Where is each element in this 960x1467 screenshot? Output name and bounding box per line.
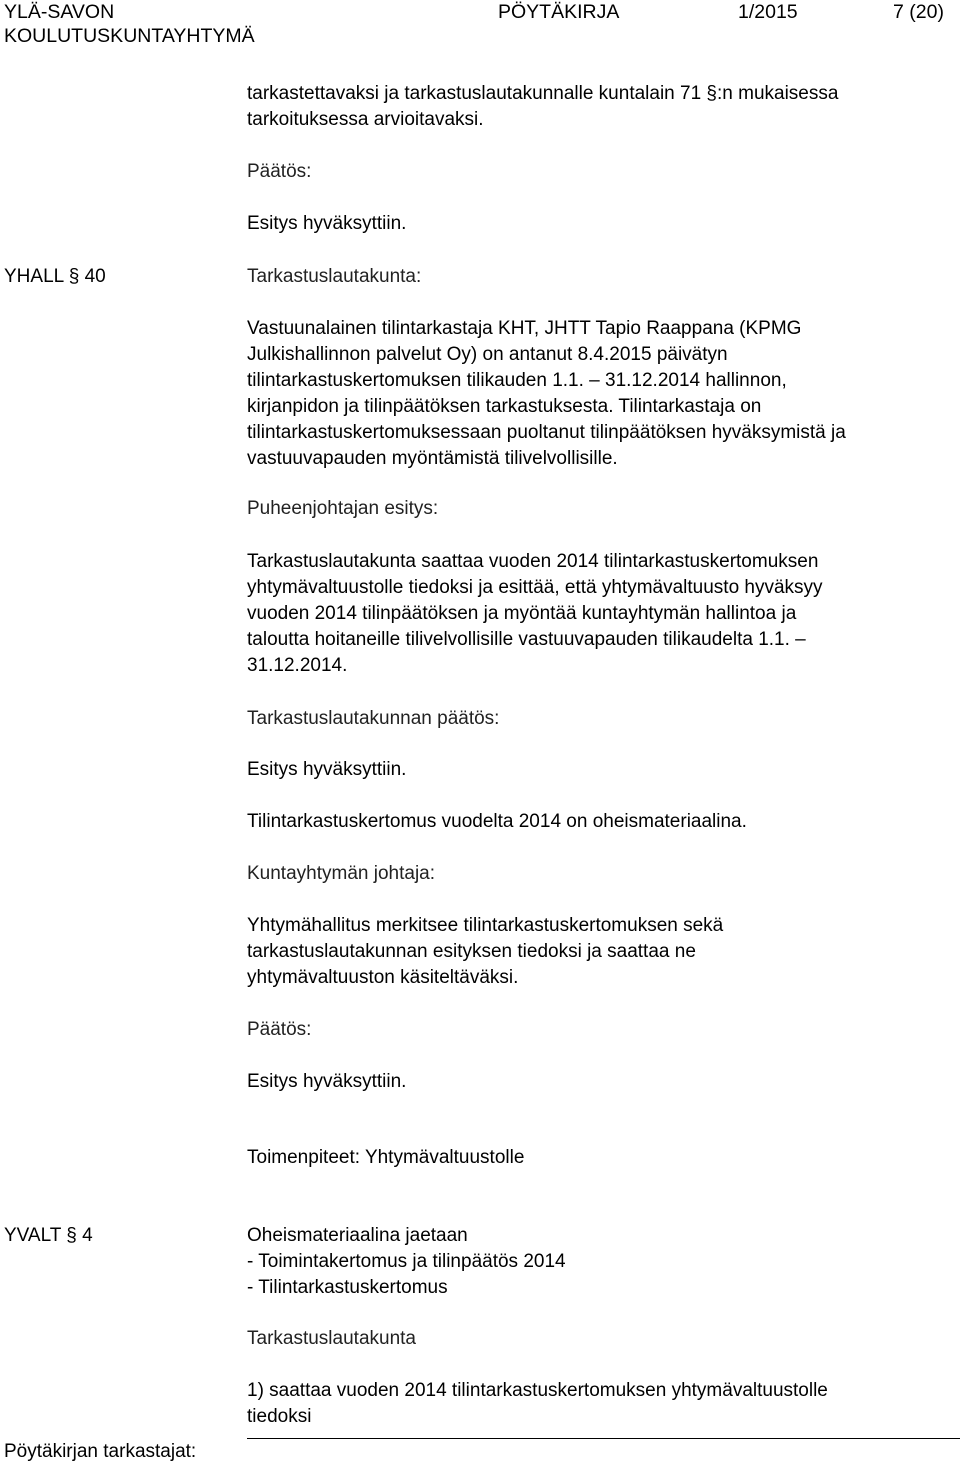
attachments-list (247, 1223, 959, 1301)
board-decision-text: Esitys hyväksyttiin. (247, 759, 407, 780)
section-ref-yvalt: YVALT § 4 (4, 1225, 93, 1246)
text-line: 1) saattaa vuoden 2014 tilintarkastuskertomuksen yhtymävaltuustolle (247, 1380, 828, 1401)
director-label: Kuntayhtymän johtaja: (247, 863, 436, 884)
text-line: yhtymävaltuustolle tiedoksi ja esittää, että yhtymävaltuusto hyväksyy (247, 577, 823, 598)
doc-type: PÖYTÄKIRJA (498, 1, 620, 23)
proposal-item (247, 1378, 959, 1430)
decision-label: Päätös: (247, 1019, 312, 1040)
page-number: 7 (20) (893, 1, 944, 23)
org-name-line2: KOULUTUSKUNTAYHTYMÄ (4, 25, 255, 47)
section-ref-yhall: YHALL § 40 (4, 266, 106, 287)
text-line: Vastuunalainen tilintarkastaja KHT, JHTT Tapio Raappana (KPMG (247, 318, 802, 339)
text-line: tilintarkastuskertomuksen tilikauden 1.1. – 31.12.2014 hallinnon, (247, 370, 787, 391)
attachment-note: Tilintarkastuskertomus vuodelta 2014 on oheismateriaalina. (247, 811, 747, 832)
decision-text: Esitys hyväksyttiin. (247, 1071, 407, 1092)
text-line: tiedoksi (247, 1406, 312, 1427)
text-line: 31.12.2014. (247, 655, 348, 676)
text-line: tarkastettavaksi ja tarkastuslautakunnalle kuntalain 71 §:n mukaisessa (247, 83, 839, 104)
text-line: yhtymävaltuuston käsiteltäväksi. (247, 967, 519, 988)
board-decision-label: Tarkastuslautakunnan päätös: (247, 708, 500, 729)
text-line: tilintarkastuskertomuksessaan puoltanut tilinpäätöksen hyväksymistä ja (247, 422, 846, 443)
text-line: Tarkastuslautakunta saattaa vuoden 2014 tilintarkastuskertomuksen (247, 551, 819, 572)
text-line: tarkastuslautakunnan esityksen tiedoksi ja saattaa ne (247, 941, 696, 962)
actions-line: Toimenpiteet: Yhtymävaltuustolle (247, 1147, 525, 1168)
text-line: kirjanpidon ja tilinpäätöksen tarkastuksesta. Tilintarkastaja on (247, 396, 762, 417)
decision-label: Päätös: (247, 161, 312, 182)
text-line: vastuuvapauden myöntämistä tilivelvollisille. (247, 448, 618, 469)
section-heading: Tarkastuslautakunta: (247, 266, 422, 287)
doc-number: 1/2015 (738, 1, 798, 23)
footer-rule (247, 1438, 960, 1439)
chair-proposal-label: Puheenjohtajan esitys: (247, 498, 439, 519)
text-line: vuoden 2014 tilinpäätöksen ja myöntää kuntayhtymän hallintoa ja (247, 603, 797, 624)
director-paragraph (247, 913, 959, 991)
text-line: Julkishallinnon palvelut Oy) on antanut 8.4.2015 päivätyn (247, 344, 728, 365)
decision-text: Esitys hyväksyttiin. (247, 213, 407, 234)
list-item: - Toimintakertomus ja tilinpäätös 2014 (247, 1251, 566, 1272)
text-line: Yhtymähallitus merkitsee tilintarkastuskertomuksen sekä (247, 915, 724, 936)
intro-paragraph (247, 81, 959, 133)
reviewers-label: Pöytäkirjan tarkastajat: (4, 1441, 197, 1462)
text-line: taloutta hoitaneille tilivelvollisille vastuuvapauden tilikaudelta 1.1. – (247, 629, 806, 650)
org-name-line1: YLÄ-SAVON (4, 1, 115, 23)
chair-proposal-paragraph (247, 549, 959, 679)
text-line: Oheismateriaalina jaetaan (247, 1225, 468, 1246)
text-line: tarkoituksessa arvioitavaksi. (247, 109, 484, 130)
list-item: - Tilintarkastuskertomus (247, 1277, 448, 1298)
section-heading: Tarkastuslautakunta (247, 1328, 416, 1349)
auditor-paragraph (247, 316, 959, 472)
